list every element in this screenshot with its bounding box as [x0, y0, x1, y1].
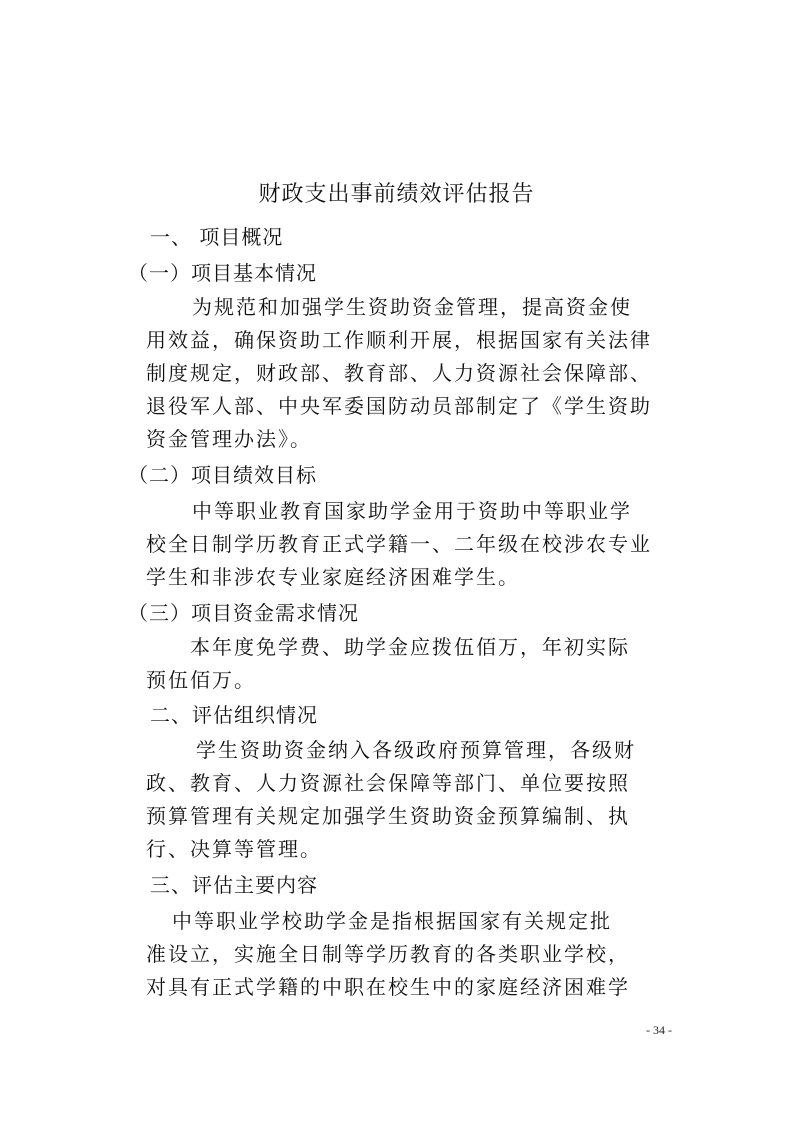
- paragraph-line: 预伍佰万。: [146, 668, 256, 692]
- paragraph-line: 政、教育、人力资源社会保障等部门、单位要按照: [146, 771, 630, 795]
- paragraph-line: 学生资助资金纳入各级政府预算管理，各级财: [196, 738, 636, 762]
- paragraph-line: 学生和非涉农专业家庭经济困难学生。: [146, 565, 520, 589]
- paragraph-line: 行、决算等管理。: [146, 837, 322, 861]
- paragraph-line: 中等职业教育国家助学金用于资助中等职业学: [192, 499, 632, 523]
- paragraph-line: 制度规定，财政部、教育部、人力资源社会保障部、: [146, 361, 652, 385]
- paragraph-line: 资金管理办法》。: [146, 427, 312, 451]
- page-number: - 34 -: [646, 1023, 672, 1037]
- section-1-heading: 一、 项目概况: [150, 225, 284, 249]
- paragraph-line: 用效益，确保资助工作顺利开展，根据国家有关法律: [146, 328, 652, 352]
- paragraph-line: 退役军人部、中央军委国防动员部制定了《学生资助: [146, 394, 652, 418]
- section-2-heading: 二、评估组织情况: [150, 703, 318, 727]
- section-1-1-heading: （一）项目基本情况: [128, 261, 317, 285]
- paragraph-line: 校全日制学历教育正式学籍一、二年级在校涉农专业: [146, 532, 652, 556]
- paragraph-line: 为规范和加强学生资助资金管理，提高资金使: [192, 295, 632, 319]
- section-1-2-heading: （二）项目绩效目标: [128, 463, 317, 487]
- paragraph-line: 对具有正式学籍的中职在校生中的家庭经济困难学: [146, 975, 630, 999]
- paragraph-line: 中等职业学校助学金是指根据国家有关规定批: [172, 909, 612, 933]
- paragraph-line: 本年度免学费、助学金应拨伍佰万，年初实际: [190, 635, 630, 659]
- report-title: 财政支出事前绩效评估报告: [258, 182, 535, 207]
- paragraph-line: 准设立，实施全日制等学历教育的各类职业学校，: [146, 942, 630, 966]
- section-3-heading: 三、评估主要内容: [150, 873, 318, 897]
- paragraph-line: 预算管理有关规定加强学生资助资金预算编制、执: [146, 804, 630, 828]
- section-1-3-heading: （三）项目资金需求情况: [128, 601, 359, 625]
